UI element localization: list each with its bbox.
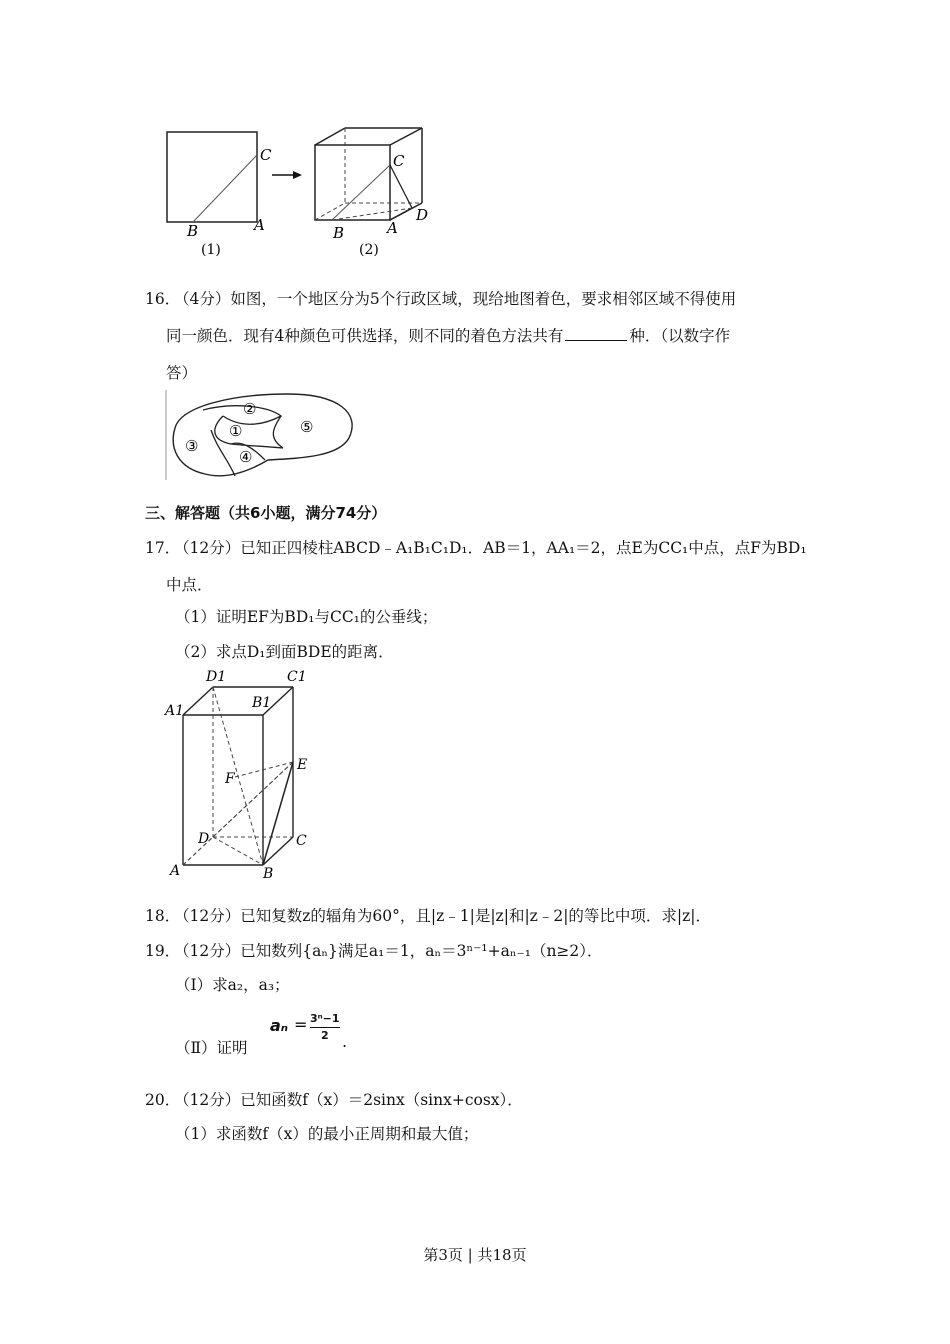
arrow-head-icon	[293, 171, 302, 179]
formula-lhs: aₙ	[270, 1016, 289, 1035]
page-footer: 第3页 | 共18页	[423, 1246, 527, 1264]
label-b1: B1	[252, 695, 272, 711]
q20-part1: （1）求函数f（x）的最小正周期和最大值；	[175, 1125, 479, 1143]
cube-edge-top-right	[390, 128, 422, 145]
segment-d-b	[213, 837, 263, 865]
map-border-5	[273, 416, 283, 448]
caption-2: (2)	[359, 242, 379, 258]
q16-line1: （4分）如图，一个地区分为5个行政区域，现给地图着色，要求相邻区域不得使用	[174, 290, 737, 308]
cube-line-bc	[332, 165, 390, 220]
q16-line3: 答）	[166, 364, 198, 382]
label-c-square: C	[260, 146, 272, 164]
cube-front-face	[315, 145, 390, 220]
q18-number: 18．	[145, 907, 181, 925]
q16-number: 16．	[145, 290, 181, 308]
figure-square-to-cube	[150, 120, 450, 260]
formula-numerator: 3ⁿ−1	[310, 1012, 340, 1025]
q17-part1: （1）证明EF为BD₁与CC₁的公垂线；	[175, 608, 438, 626]
formula-equals: =	[294, 1015, 308, 1034]
region-3-label: ③	[185, 437, 199, 455]
q20-line1: （12分）已知函数f（x）＝2sinx（sinx+cosx）．	[174, 1091, 523, 1109]
map-border-1	[215, 416, 283, 448]
label-a1: A1	[165, 703, 185, 719]
q16-line2	[166, 324, 730, 346]
label-d1: D1	[206, 669, 227, 685]
q16-line2-after: 种．（以数字作	[629, 327, 731, 345]
region-1-label: ①	[229, 422, 243, 440]
q16-line2-before: 同一颜色．现有4种颜色可供选择，则不同的着色方法共有	[166, 327, 564, 345]
label-c-cube: C	[393, 152, 405, 170]
section-3-heading: 三、解答题（共6小题，满分74分）	[145, 504, 387, 522]
square-outline	[167, 132, 257, 222]
label-c: C	[296, 833, 307, 849]
q19-part1: （Ⅰ）求a₂，a₃；	[175, 976, 290, 994]
region-map	[163, 388, 363, 483]
formula-period: .	[342, 1032, 348, 1051]
prism-figure	[165, 665, 325, 885]
segment-b-e	[263, 762, 293, 865]
q18-text: （12分）已知复数z的辐角为60°，且|z﹣1|是|z|和|z﹣2|的等比中项．求|z|．	[174, 907, 712, 925]
formula-fraction-bar	[310, 1027, 340, 1028]
q17-part2: （2）求点D₁到面BDE的距离．	[175, 643, 394, 661]
q17-line1: （12分）已知正四棱柱ABCD﹣A₁B₁C₁D₁．AB＝1，AA₁＝2，点E为CC₁中点，点F为BD₁	[174, 539, 807, 557]
label-b-cube: B	[333, 224, 345, 242]
label-a-cube: A	[387, 219, 398, 237]
region-2-label: ②	[243, 400, 257, 418]
edge-a1-d1	[183, 687, 213, 715]
formula-denominator: 2	[321, 1029, 329, 1042]
q19-line1: （12分）已知数列{aₙ}满足a₁＝1，aₙ＝3ⁿ⁻¹+aₙ₋₁（n≥2）．	[174, 942, 603, 960]
region-4-label: ④	[239, 448, 253, 466]
region-5-label: ⑤	[300, 418, 314, 436]
caption-1: (1)	[201, 242, 221, 258]
q17-line2: 中点．	[166, 576, 213, 594]
answer-blank	[565, 326, 627, 341]
q19-number: 19．	[145, 942, 181, 960]
label-a: A	[170, 863, 181, 879]
q17-number: 17．	[145, 539, 181, 557]
map-outline	[173, 394, 352, 476]
label-d-cube: D	[416, 206, 429, 224]
q20-number: 20．	[145, 1091, 181, 1109]
label-b: B	[263, 866, 274, 882]
label-a-square: A	[254, 216, 265, 234]
cube-line-cd	[390, 165, 412, 208]
cube-edge-top-left	[315, 128, 345, 145]
label-f: F	[225, 771, 235, 787]
q19-part2: （Ⅱ）证明	[175, 1039, 248, 1057]
label-c1: C1	[287, 669, 307, 685]
label-b-square: B	[187, 222, 199, 240]
label-e: E	[297, 757, 308, 773]
label-d: D	[198, 831, 210, 847]
square-diagonal	[193, 155, 257, 222]
